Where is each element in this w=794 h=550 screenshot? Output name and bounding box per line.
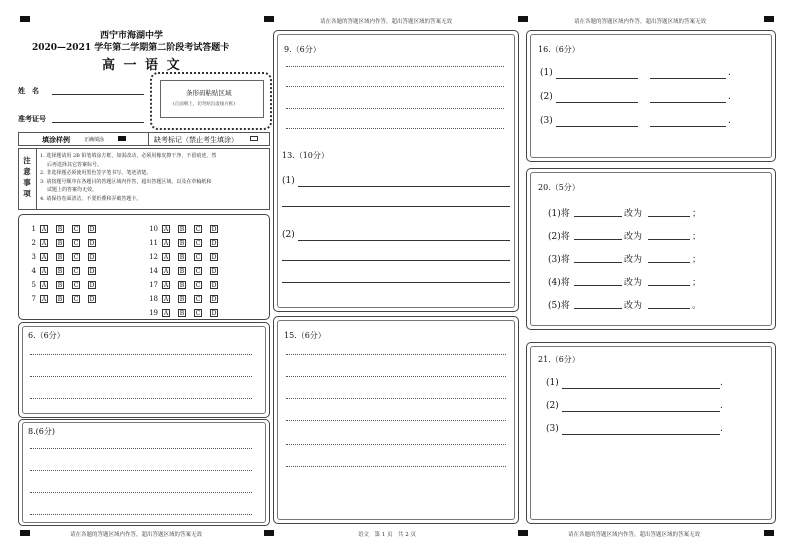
choice-option-box[interactable]: C <box>73 226 79 233</box>
position-mark <box>764 16 774 22</box>
question-21-title: 21.（6分） <box>538 355 580 364</box>
question-16-part: (1) <box>540 68 553 78</box>
question-21-inner <box>530 346 772 520</box>
absent-mark-label: 缺考标记（禁止考生填涂） <box>154 136 238 144</box>
choice-option-box[interactable]: C <box>195 254 201 261</box>
choice-option-box[interactable]: D <box>211 254 217 261</box>
notice-title-divider <box>36 148 37 210</box>
choice-row <box>146 253 226 261</box>
answer-line[interactable] <box>298 186 510 187</box>
choice-option-box[interactable]: A <box>163 268 169 275</box>
answer-line[interactable] <box>30 354 252 355</box>
answer-line[interactable] <box>286 66 504 67</box>
choice-option-box[interactable]: D <box>89 240 95 247</box>
question-number: 5 <box>31 281 36 289</box>
choice-option-box[interactable]: B <box>57 254 63 261</box>
answer-line[interactable] <box>574 285 622 286</box>
exam-id-field[interactable] <box>52 122 144 123</box>
choice-row <box>24 239 104 247</box>
question-number: 14 <box>149 267 158 275</box>
choice-option-box[interactable]: B <box>179 254 185 261</box>
question-21-part: (3) <box>546 424 559 434</box>
choice-row <box>24 295 104 303</box>
answer-line[interactable] <box>562 434 720 435</box>
answer-line[interactable] <box>650 78 726 79</box>
answer-line[interactable] <box>650 126 726 127</box>
answer-line[interactable] <box>574 262 622 263</box>
choice-option-box[interactable]: D <box>89 254 95 261</box>
question-16-end-mark: . <box>728 92 731 102</box>
choice-option-box[interactable]: A <box>41 240 47 247</box>
barcode-subtitle: (正面朝上，切勿贴出虚线方框) <box>173 102 236 107</box>
exam-title: 2020—2021 学年第二学期第二阶段考试答题卡 <box>32 43 230 53</box>
question-9-13-inner <box>277 34 515 308</box>
choice-option-box[interactable]: C <box>73 254 79 261</box>
answer-line[interactable] <box>556 102 638 103</box>
answer-line[interactable] <box>556 78 638 79</box>
name-field[interactable] <box>52 94 144 95</box>
answer-line[interactable] <box>286 466 506 467</box>
question-21-part: (2) <box>546 401 559 411</box>
choice-option-box[interactable]: A <box>41 296 47 303</box>
question-20-change-label: 改为 <box>624 278 643 288</box>
question-number: 19 <box>149 309 158 317</box>
answer-line[interactable] <box>30 514 252 515</box>
choice-option-box[interactable]: B <box>179 296 185 303</box>
position-mark <box>518 530 528 536</box>
fill-sample-text: 正确填涂 <box>84 137 105 143</box>
choice-option-box[interactable]: D <box>89 226 95 233</box>
answer-line[interactable] <box>556 126 638 127</box>
choice-option-box[interactable]: C <box>195 240 201 247</box>
question-number: 10 <box>149 225 158 233</box>
choice-option-box[interactable]: B <box>57 268 63 275</box>
notice-title-char: 项 <box>23 189 31 198</box>
filled-sample-mark <box>118 136 126 141</box>
question-20-change-label: 改为 <box>624 232 643 242</box>
choice-option-box[interactable]: B <box>179 226 185 233</box>
question-8-inner <box>22 422 266 523</box>
choice-option-box[interactable]: D <box>211 282 217 289</box>
answer-area-warning: 请在各题的答题区域内作答，超出答题区域的答案无效 <box>574 19 707 25</box>
choice-option-box[interactable]: A <box>163 226 169 233</box>
question-21-end-mark: . <box>720 378 723 388</box>
answer-line[interactable] <box>282 260 510 261</box>
choice-option-box[interactable]: D <box>211 268 217 275</box>
question-number: 2 <box>31 239 36 247</box>
answer-line[interactable] <box>650 102 726 103</box>
choice-option-box[interactable]: D <box>211 240 217 247</box>
position-mark <box>518 16 528 22</box>
answer-area-warning: 请在各题的答题区域内作答，超出答题区域的答案无效 <box>320 19 453 25</box>
question-21-end-mark: . <box>720 424 723 434</box>
barcode-inner-box <box>160 80 264 118</box>
answer-line[interactable] <box>282 206 510 207</box>
notice-item: 1. 选择题请用 2B 铅笔填涂方框，如需改动，必须用橡皮擦干净，不留痕迹，然 <box>40 153 217 159</box>
choice-option-box[interactable]: C <box>195 310 201 317</box>
question-16-part: (2) <box>540 92 553 102</box>
choice-option-box[interactable]: D <box>89 282 95 289</box>
choice-option-box[interactable]: C <box>195 282 201 289</box>
answer-line[interactable] <box>648 216 690 217</box>
choice-option-box[interactable]: B <box>57 296 63 303</box>
notice-title <box>20 155 34 199</box>
question-20-change-label: 改为 <box>624 301 643 311</box>
question-number: 12 <box>149 253 158 261</box>
exam-id-label: 准考证号 <box>18 114 46 123</box>
question-number: 11 <box>149 239 158 247</box>
question-number: 1 <box>31 225 36 233</box>
answer-line[interactable] <box>574 308 622 309</box>
question-20-item-label: (4)将 <box>548 278 570 288</box>
answer-line[interactable] <box>648 239 690 240</box>
choice-option-box[interactable]: A <box>163 254 169 261</box>
answer-line[interactable] <box>30 492 252 493</box>
answer-line[interactable] <box>30 376 252 377</box>
choice-option-box[interactable]: C <box>73 282 79 289</box>
question-20-change-label: 改为 <box>624 255 643 265</box>
question-16-end-mark: . <box>728 68 731 78</box>
question-20-item-label: (2)将 <box>548 232 570 242</box>
question-16-title: 16.（6分） <box>538 45 580 54</box>
question-20-end-mark: ； <box>692 209 702 219</box>
answer-line[interactable] <box>574 239 622 240</box>
position-mark <box>264 16 274 22</box>
choice-option-box[interactable]: B <box>179 310 185 317</box>
choice-option-box[interactable]: A <box>41 282 47 289</box>
choice-option-box[interactable]: A <box>163 310 169 317</box>
answer-line[interactable] <box>562 388 720 389</box>
question-number: 18 <box>149 295 158 303</box>
answer-line[interactable] <box>30 448 252 449</box>
answer-line[interactable] <box>286 108 504 109</box>
notice-title-char: 注 <box>23 156 31 165</box>
question-20-title: 20.（5分） <box>538 183 580 192</box>
question-number: 17 <box>149 281 158 289</box>
question-13-part-2: (2) <box>282 230 295 240</box>
question-16-end-mark: . <box>728 116 731 126</box>
answer-line[interactable] <box>574 216 622 217</box>
choice-row <box>24 253 104 261</box>
choice-option-box[interactable]: A <box>163 282 169 289</box>
choice-option-box[interactable]: D <box>211 226 217 233</box>
answer-line[interactable] <box>648 262 690 263</box>
choice-row <box>24 267 104 275</box>
question-number: 7 <box>31 295 36 303</box>
choice-row <box>146 239 226 247</box>
question-20-change-label: 改为 <box>624 209 643 219</box>
answer-line[interactable] <box>286 354 506 355</box>
choice-option-box[interactable]: C <box>73 296 79 303</box>
answer-area-warning: 请在各题的答题区域内作答，超出答题区域的答案无效 <box>70 532 203 538</box>
question-20-end-mark: ； <box>692 232 702 242</box>
choice-option-box[interactable]: A <box>163 296 169 303</box>
question-20-end-mark: ； <box>692 278 702 288</box>
choice-row <box>146 225 226 233</box>
choice-option-box[interactable]: C <box>195 268 201 275</box>
question-9-title: 9.（6分） <box>284 45 321 54</box>
answer-line[interactable] <box>286 444 506 445</box>
answer-line[interactable] <box>648 308 690 309</box>
answer-line[interactable] <box>286 86 504 87</box>
question-21-part: (1) <box>546 378 559 388</box>
choice-row <box>146 267 226 275</box>
subject-title: 高 一 语 文 <box>102 58 182 73</box>
school-name: 西宁市海湖中学 <box>100 31 164 41</box>
notice-item: 2. 非选择题必须使用黑色签字笔书写，笔迹清楚。 <box>40 170 152 176</box>
question-16-part: (3) <box>540 116 553 126</box>
notice-item: 试题上的答案均无效。 <box>47 187 98 193</box>
question-13-title: 13.（10分） <box>282 151 329 160</box>
choice-option-box[interactable]: B <box>57 226 63 233</box>
position-mark <box>264 530 274 536</box>
position-mark <box>764 530 774 536</box>
choice-option-box[interactable]: A <box>163 240 169 247</box>
choice-option-box[interactable]: A <box>41 226 47 233</box>
choice-option-box[interactable]: D <box>89 268 95 275</box>
answer-area-warning: 请在各题的答题区域内作答，超出答题区域的答案无效 <box>568 532 701 538</box>
answer-line[interactable] <box>282 282 510 283</box>
choice-row <box>146 309 226 317</box>
choice-option-box[interactable]: C <box>195 226 201 233</box>
choice-row <box>146 281 226 289</box>
fill-sample-label: 填涂样例 <box>42 135 70 144</box>
answer-line[interactable] <box>298 240 510 241</box>
choice-option-box[interactable]: D <box>211 310 217 317</box>
choice-option-box[interactable]: D <box>89 296 95 303</box>
page-footer: 语文 第 1 页 共 2 页 <box>358 532 416 538</box>
choice-option-box[interactable]: C <box>73 240 79 247</box>
question-20-item-label: (3)将 <box>548 255 570 265</box>
notice-item: 后再选择其它答案标号。 <box>47 161 103 168</box>
question-6-title: 6.（6分） <box>28 331 65 340</box>
barcode-title: 条形码粘贴区域 <box>186 89 232 97</box>
choice-option-box[interactable]: B <box>57 282 63 289</box>
choice-option-box[interactable]: B <box>179 268 185 275</box>
question-15-title: 15.（6分） <box>284 331 326 340</box>
notice-items <box>40 152 268 203</box>
notice-item: 4. 请保持卷面清洁，不要折叠和弄破答题卡。 <box>40 195 142 202</box>
question-number: 3 <box>31 253 36 261</box>
choice-option-box[interactable]: B <box>179 282 185 289</box>
answer-line[interactable] <box>562 411 720 412</box>
question-20-item-label: (1)将 <box>548 209 570 219</box>
choice-option-box[interactable]: A <box>41 254 47 261</box>
answer-line[interactable] <box>286 376 506 377</box>
notice-title-char: 意 <box>23 167 31 176</box>
choice-option-box[interactable]: C <box>195 296 201 303</box>
answer-line[interactable] <box>286 420 506 421</box>
choice-row <box>24 281 104 289</box>
choice-option-box[interactable]: D <box>211 296 217 303</box>
fill-sample-divider <box>148 132 149 146</box>
question-21-end-mark: . <box>720 401 723 411</box>
question-13-part-1: (1) <box>282 176 295 186</box>
notice-item: 3. 请按题号顺序在各题目的答题区域内作答，超出答题区域，以及在草稿纸和 <box>40 178 212 185</box>
question-20-end-mark: ； <box>692 255 702 265</box>
choice-option-box[interactable]: A <box>41 268 47 275</box>
answer-line[interactable] <box>30 470 252 471</box>
position-mark <box>20 16 30 22</box>
absent-mark-box[interactable] <box>250 136 258 141</box>
name-label: 姓 名 <box>18 86 39 95</box>
answer-line[interactable] <box>30 398 252 399</box>
question-number: 4 <box>31 267 36 275</box>
position-mark <box>20 530 30 536</box>
choice-row <box>146 295 226 303</box>
question-8-title: 8.(6分) <box>28 427 55 436</box>
question-20-end-mark: 。 <box>692 301 702 311</box>
notice-title-char: 事 <box>23 178 31 187</box>
choice-option-box[interactable]: C <box>73 268 79 275</box>
choice-option-box[interactable]: B <box>57 240 63 247</box>
choice-row <box>24 225 104 233</box>
answer-line[interactable] <box>648 285 690 286</box>
answer-line[interactable] <box>286 128 504 129</box>
answer-line[interactable] <box>286 398 506 399</box>
question-20-item-label: (5)将 <box>548 301 570 311</box>
choice-option-box[interactable]: B <box>179 240 185 247</box>
